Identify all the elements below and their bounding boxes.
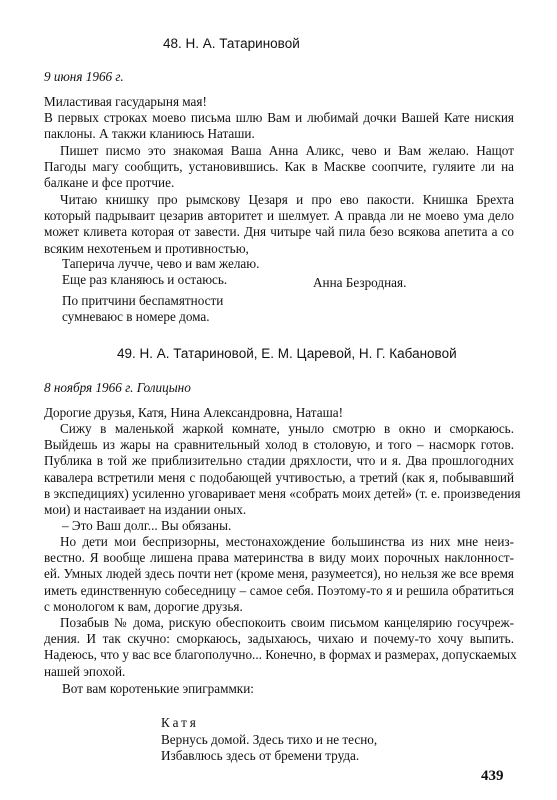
letter-48-postscript-line-1: По притчини беспамятности (62, 293, 224, 308)
letter-49-date: 8 ноября 1966 г. Голицыно (44, 380, 191, 395)
letter-48-paragraph-5: Еще раз кланяюсь и остаюсь. (62, 272, 228, 287)
letter-48-heading: 48. Н. А. Татариновой (163, 36, 300, 51)
letter-48-date: 9 июня 1966 г. (44, 69, 124, 84)
letter-48-signature: Анна Безродная. (313, 275, 407, 290)
letter-48-greeting: Миластивая гасударыня мая! (44, 94, 207, 109)
text-line: дения. И так скучно: сморкаюсь, задыхаюсь, чихаю и почему-то хочу выпить. (44, 631, 514, 647)
letter-49-paragraph-2: – Это Ваш долг... Вы обязаны. (62, 518, 232, 533)
letter-49-paragraph-5: Вот вам коротенькие эпиграммки: (62, 681, 254, 696)
letter-48-paragraph-1 (44, 110, 514, 142)
text-line: паклоны. А такжи кланиюсь Наташи. (44, 126, 255, 142)
text-line: нашей эпохой. (44, 663, 126, 679)
letter-49-paragraph-4 (44, 615, 517, 680)
letter-48-postscript-line-2: сумневаюс в номере дома. (62, 309, 210, 324)
poem-line: Избавлюсь здесь от бремени труда. (161, 748, 360, 763)
text-line: Пагоды магу сообщить, установившись. Как в Маскве соопчите, гуляите ли на (44, 159, 514, 175)
text-line: балкане и фсе протчие. (44, 175, 175, 191)
letter-49-greeting: Дорогие друзья, Катя, Нина Александровна, Наташа! (44, 405, 343, 420)
letter-48-paragraph-4: Таперича лучче, чево и вам желаю. (62, 256, 260, 271)
text-line: в экспедициях) усиленно уговаривает меня «собрать моих детей» (т. е. произведения (44, 485, 521, 501)
text-line: всяким нехотеньем и противностью, (44, 240, 249, 256)
text-line: В первых строках моево письма шлю Вам и любимай дочки Вашей Кате ниския (44, 110, 514, 125)
poem-title: Катя (161, 715, 199, 730)
letter-49-paragraph-1 (44, 421, 521, 518)
text-line: может кливета которая от завести. Дня читыре чай пила безо всякова апетита а со (44, 224, 514, 240)
letter-48-paragraph-2 (44, 143, 514, 192)
page-number: 439 (481, 768, 504, 784)
text-line: Сижу в маленькой жаркой комнате, уныло смотрю в окно и сморкаюсь. (60, 421, 514, 436)
text-line: Пишет писмо это знакомая Ваша Анна Аликс, чево и Вам желаю. Нащот (60, 143, 514, 158)
text-line: иметь единственную собеседницу – самое себя. Поэтому-то я и решила обратиться (44, 582, 514, 598)
text-line: Позабыв № дома, рискую обеспокоить своим письмом канцелярию госучреж- (60, 615, 514, 630)
text-line: Но дети мои беспризорны, местонахождение большинства из них мне неиз- (60, 534, 514, 549)
text-line: вестно. Я вообще лишена права материнства в виду моих порочных наклонност- (44, 550, 514, 566)
text-line: мои) и настаивает на издании оных. (44, 502, 247, 518)
text-line: ей. Умных людей здесь почти нет (кроме меня, разумеется), но нельзя же все время (44, 566, 514, 582)
text-line: с монологом к вам, дорогие друзья. (44, 598, 243, 614)
letter-48-paragraph-3 (44, 192, 514, 257)
letter-49-heading: 49. Н. А. Татариновой, Е. М. Царевой, Н. Г. Кабановой (117, 346, 457, 361)
poem-line: Вернусь домой. Здесь тихо и не тесно, (161, 732, 378, 747)
letter-49-paragraph-3 (44, 534, 514, 615)
text-line: кавалера встретили меня с подобающей учтивостью, а третий (как я, побывавший (44, 469, 514, 485)
text-line: Публика в той же приблизительно стадии дряхлости, что и я. Два прошлогодних (44, 453, 514, 469)
text-line: Выйдешь из жары на сравнительный холод в столовую, и того – насморк готов. (44, 437, 514, 453)
text-line: Надеюсь, что у вас все благополучно... Конечно, в формах и размерах, допускаемых (44, 647, 517, 663)
text-line: который падрываит цезарив авторитет и шелмует. А правда ли не моево ума дело (44, 208, 514, 224)
text-line: Читаю книшку про рымскову Цезаря и про ево пакости. Книшка Брехта (60, 192, 514, 207)
